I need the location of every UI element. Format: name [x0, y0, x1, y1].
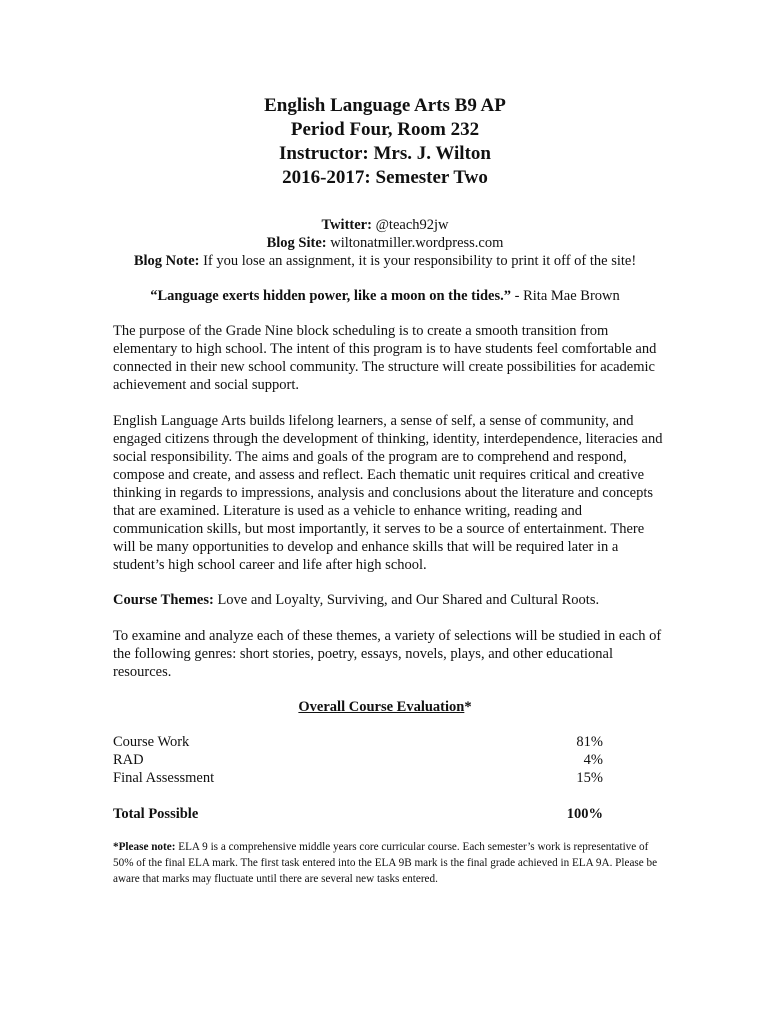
evaluation-row-label: RAD	[113, 752, 144, 768]
ela-paragraph: English Language Arts builds lifelong learners, a sense of self, a sense of community, and engaged citizens through the development of thinking, identity, interdependence, literacies and social responsibility. The aims and goals of the program are to comprehend and respond, compose and create, and assess and reflect. Each thematic unit requires critical and creative thinking in regards to impressions, analysis and conclusions about the literature and concepts that are examined. Literature is used as a vehicle to enhance writing, reading and communication skills, but most importantly, it serves to be a source of entertainment. There will be many opportunities to develop and enhance skills that will be required later in a student’s high school career and life after high school.	[113, 413, 663, 573]
twitter-handle: @teach92jw	[371, 217, 449, 233]
course-title: English Language Arts B9 AP	[264, 95, 506, 116]
evaluation-row-value: 15%	[576, 770, 603, 786]
evaluation-heading	[0, 698, 770, 716]
blog-note-label: Blog Note:	[133, 253, 200, 269]
quote-text: “Language exerts hidden power, like a moon on the tides.”	[150, 288, 512, 304]
twitter-line	[0, 216, 770, 234]
contact-info	[0, 216, 770, 270]
epigraph-quote	[0, 287, 770, 305]
total-value: 100%	[566, 806, 603, 822]
genres-paragraph: To examine and analyze each of these themes, a variety of selections will be studied in each of the following genres: short stories, poetry, essays, novels, plays, and other educational resources.	[113, 628, 662, 680]
period-room: Period Four, Room 232	[290, 119, 480, 140]
evaluation-row	[113, 769, 603, 787]
instructor-name: Instructor: Mrs. J. Wilton	[279, 143, 491, 164]
blog-label: Blog Site:	[266, 235, 327, 251]
course-themes-label: Course Themes:	[113, 592, 214, 608]
evaluation-row-value: 4%	[583, 752, 603, 768]
evaluation-row	[113, 733, 603, 751]
document-title-block	[0, 94, 770, 190]
blog-line	[0, 234, 770, 252]
footnote-text: ELA 9 is a comprehensive middle years core curricular course. Each semester’s work is representative of 50% of the final ELA mark. The first task entered into the ELA 9B mark is the final grade achieved in ELA 9A. Please be aware that marks may fluctuate until there are several new tasks entered.	[113, 841, 658, 885]
evaluation-total-row	[113, 805, 603, 823]
total-label: Total Possible	[113, 806, 199, 822]
quote-author: - Rita Mae Brown	[511, 288, 620, 304]
evaluation-row-value: 81%	[576, 734, 603, 750]
purpose-paragraph: The purpose of the Grade Nine block scheduling is to create a smooth transition from elementary to high school. The intent of this program is to have students feel comfortable and connected in their new school community. The structure will create possibilities for academic achievement and social support.	[113, 323, 657, 393]
twitter-label: Twitter:	[321, 217, 372, 233]
blog-note-text: If you lose an assignment, it is your responsibility to print it off of the site!	[199, 253, 637, 269]
evaluation-row	[113, 751, 603, 769]
evaluation-heading-text: Overall Course Evaluation	[298, 699, 465, 715]
course-themes-paragraph	[113, 591, 663, 609]
evaluation-row-label: Final Assessment	[113, 770, 215, 786]
footnote-label: *Please note:	[113, 841, 176, 853]
term: 2016-2017: Semester Two	[282, 167, 488, 188]
evaluation-table	[113, 733, 603, 787]
footnote	[113, 839, 663, 887]
evaluation-row-label: Course Work	[113, 734, 190, 750]
evaluation-heading-mark: *	[464, 699, 472, 715]
course-themes-text: Love and Loyalty, Surviving, and Our Shared and Cultural Roots.	[213, 592, 600, 608]
blog-note-line	[0, 252, 770, 270]
blog-url: wiltonatmiller.wordpress.com	[326, 235, 504, 251]
